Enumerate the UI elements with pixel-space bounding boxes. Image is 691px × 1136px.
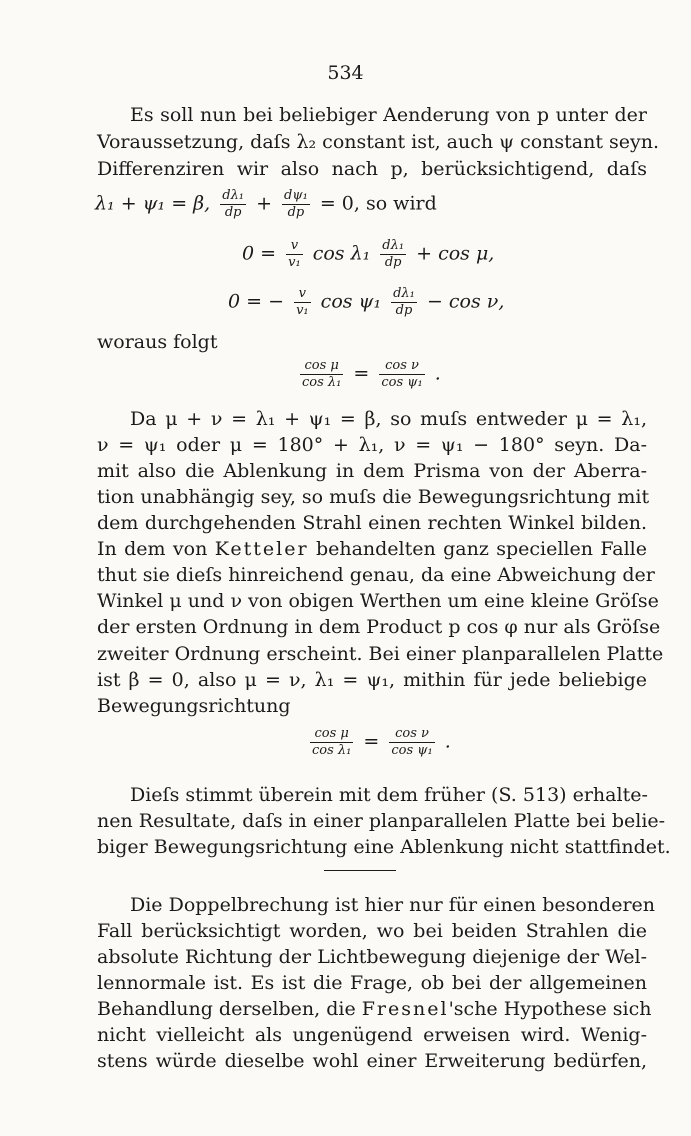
text-line: nicht vielleicht als ungenügend erweisen wird. Wenig- [97, 1024, 647, 1046]
text-line: stens würde dieselbe wohl einer Erweiterung bedürfen, [97, 1050, 647, 1072]
text-line: Bewegungsrichtung [97, 695, 291, 717]
fraction-numerator: v [294, 286, 311, 303]
fraction [300, 358, 343, 391]
fraction [310, 726, 353, 759]
fraction [220, 188, 246, 221]
author-name-fresnel: Fresnel [361, 998, 449, 1020]
text-line: Es soll nun bei beliebiger Aenderung von p unter der [130, 104, 647, 126]
text-line: woraus folgt [97, 331, 218, 353]
equation-operator: = [363, 730, 380, 753]
fraction-denominator: cos λ₁ [302, 375, 342, 390]
equation-term: cos ψ₁ [320, 290, 382, 313]
equation-lhs: 0 = [242, 242, 277, 265]
ratio-equation-1 [296, 358, 441, 391]
fraction [389, 726, 434, 759]
fraction-denominator: dp [395, 303, 413, 318]
fraction-numerator: dλ₁ [222, 188, 245, 203]
text-line: zweiter Ordnung erscheint. Bei einer planparallelen Platte [97, 643, 664, 665]
fraction [391, 286, 417, 319]
text-line: Die Doppelbrechung ist hier nur für einen besonderen [130, 894, 656, 916]
text-line: biger Bewegungsrichtung eine Ablenkung nicht stattfindet. [97, 836, 671, 858]
constraint-equation [95, 188, 437, 221]
fraction-denominator: cos ψ₁ [391, 743, 433, 758]
text-line: Winkel μ und ν von obigen Werthen um eine kleine Gröſse [97, 590, 659, 612]
text-line: ist β = 0, also μ = ν, λ₁ = ψ₁, mithin für jede beliebige [97, 669, 647, 691]
text-line: Differenziren wir also nach p, berücksichtigend, daſs [97, 158, 647, 180]
fraction [286, 238, 303, 271]
text-line: nen Resultate, daſs in einer planparallelen Platte bei belie- [97, 810, 666, 832]
text-segment: 'sche Hypothese sich [448, 998, 652, 1020]
fraction-denominator: dp [384, 255, 402, 270]
text-line: ν = ψ₁ oder μ = 180° + λ₁, ν = ψ₁ − 180° seyn. Da- [97, 434, 647, 456]
fraction [294, 286, 311, 319]
equation-operator: = [353, 362, 370, 385]
text-segment: behandelten ganz speciellen Falle [315, 538, 647, 560]
fraction-numerator: cos ν [379, 358, 424, 375]
equation-lhs: 0 = − [228, 290, 285, 313]
fraction-denominator: v₁ [296, 303, 309, 318]
text-line: der ersten Ordnung in dem Product p cos φ nur als Gröſse [97, 616, 661, 638]
text-line [97, 998, 652, 1020]
section-divider [324, 870, 396, 871]
fraction [282, 188, 310, 221]
fraction-numerator: cos ν [389, 726, 434, 743]
fraction-denominator: cos λ₁ [312, 743, 352, 758]
fraction-numerator: cos μ [300, 358, 343, 375]
text-line [97, 538, 647, 560]
ratio-equation-2 [306, 726, 451, 759]
equation-operator: + [256, 192, 272, 215]
fraction [379, 358, 424, 391]
equation-rhs: = 0, so wird [319, 192, 437, 215]
text-line: tion unabhängig sey, so muſs die Bewegungsrichtung mit [97, 486, 650, 508]
text-line: absolute Richtung der Lichtbewegung diejenige der Wel- [97, 946, 647, 968]
page-number: 534 [327, 62, 364, 84]
fraction-denominator: cos ψ₁ [381, 375, 423, 390]
equation-term: cos λ₁ [312, 242, 371, 265]
author-name-ketteler: Ketteler [214, 538, 309, 560]
text-segment: In dem von [97, 538, 208, 560]
fraction-numerator: dψ₁ [284, 188, 308, 203]
equation-end: . [434, 362, 441, 385]
fraction-numerator: dλ₁ [382, 238, 405, 253]
text-line: lennormale ist. Es ist die Frage, ob bei der allgemeinen [97, 972, 647, 994]
text-line: thut sie dieſs hinreichend genau, da eine Abweichung der [97, 564, 655, 586]
fraction-denominator: v₁ [288, 255, 301, 270]
fraction-numerator: cos μ [310, 726, 353, 743]
text-segment: Behandlung derselben, die [97, 998, 356, 1020]
text-line: Voraussetzung, daſs λ₂ constant ist, auch ψ constant seyn. [97, 131, 660, 153]
fraction-denominator: dp [287, 205, 305, 220]
text-line: Fall berücksichtigt worden, wo bei beiden Strahlen die [97, 920, 647, 942]
equation-rhs: − cos ν, [426, 290, 505, 313]
equation-1 [242, 238, 494, 271]
equation-rhs: + cos μ, [416, 242, 495, 265]
text-line: Dieſs stimmt überein mit dem früher (S. 513) erhalte- [130, 784, 648, 806]
fraction-numerator: dλ₁ [393, 286, 415, 301]
text-line: Da μ + ν = λ₁ + ψ₁ = β, so muſs entweder μ = λ₁, [130, 408, 647, 430]
equation-lhs: λ₁ + ψ₁ = β, [95, 192, 211, 215]
text-line: dem durchgehenden Strahl einen rechten Winkel bilden. [97, 512, 647, 534]
fraction-denominator: dp [224, 205, 242, 220]
fraction-numerator: v [286, 238, 303, 255]
equation-end: . [444, 730, 451, 753]
fraction [380, 238, 406, 271]
equation-2 [228, 286, 504, 319]
text-line: mit also die Ablenkung in dem Prisma von der Aberra- [97, 460, 647, 482]
